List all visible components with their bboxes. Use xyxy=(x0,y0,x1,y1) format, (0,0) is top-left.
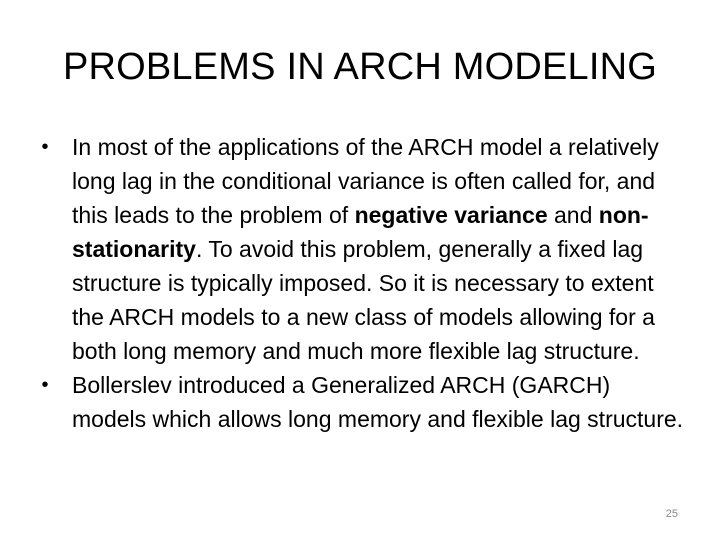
emphasis-negative-variance: negative variance xyxy=(354,202,548,228)
bullet-text xyxy=(72,372,683,432)
text-segment: . To avoid this problem, generally a fixed lag structure is typically imposed. So it is necessary to extent the ARCH models to a new class of models allowing for a both long memory and much more flexible lag structure. xyxy=(72,236,655,364)
bullet-text xyxy=(72,134,659,364)
bullet-item xyxy=(30,368,690,436)
bullet-dot-icon: • xyxy=(41,136,49,158)
page-number: 25 xyxy=(665,508,678,520)
bullet-item xyxy=(30,130,690,368)
bullet-dot-icon: • xyxy=(41,374,49,396)
bullet-list xyxy=(30,130,690,436)
emphasis-non-stationarity: non-stationarity xyxy=(72,202,649,262)
slide-title: PROBLEMS IN ARCH MODELING xyxy=(62,46,658,88)
text-segment: In most of the applications of the ARCH model a relatively long lag in the conditional variance is often called for, and this leads to the problem of xyxy=(72,134,659,228)
text-segment: Bollerslev introduced a Generalized ARCH (GARCH) models which allows long memory and flexible lag structure. xyxy=(72,372,684,432)
text-segment: and xyxy=(547,202,599,228)
